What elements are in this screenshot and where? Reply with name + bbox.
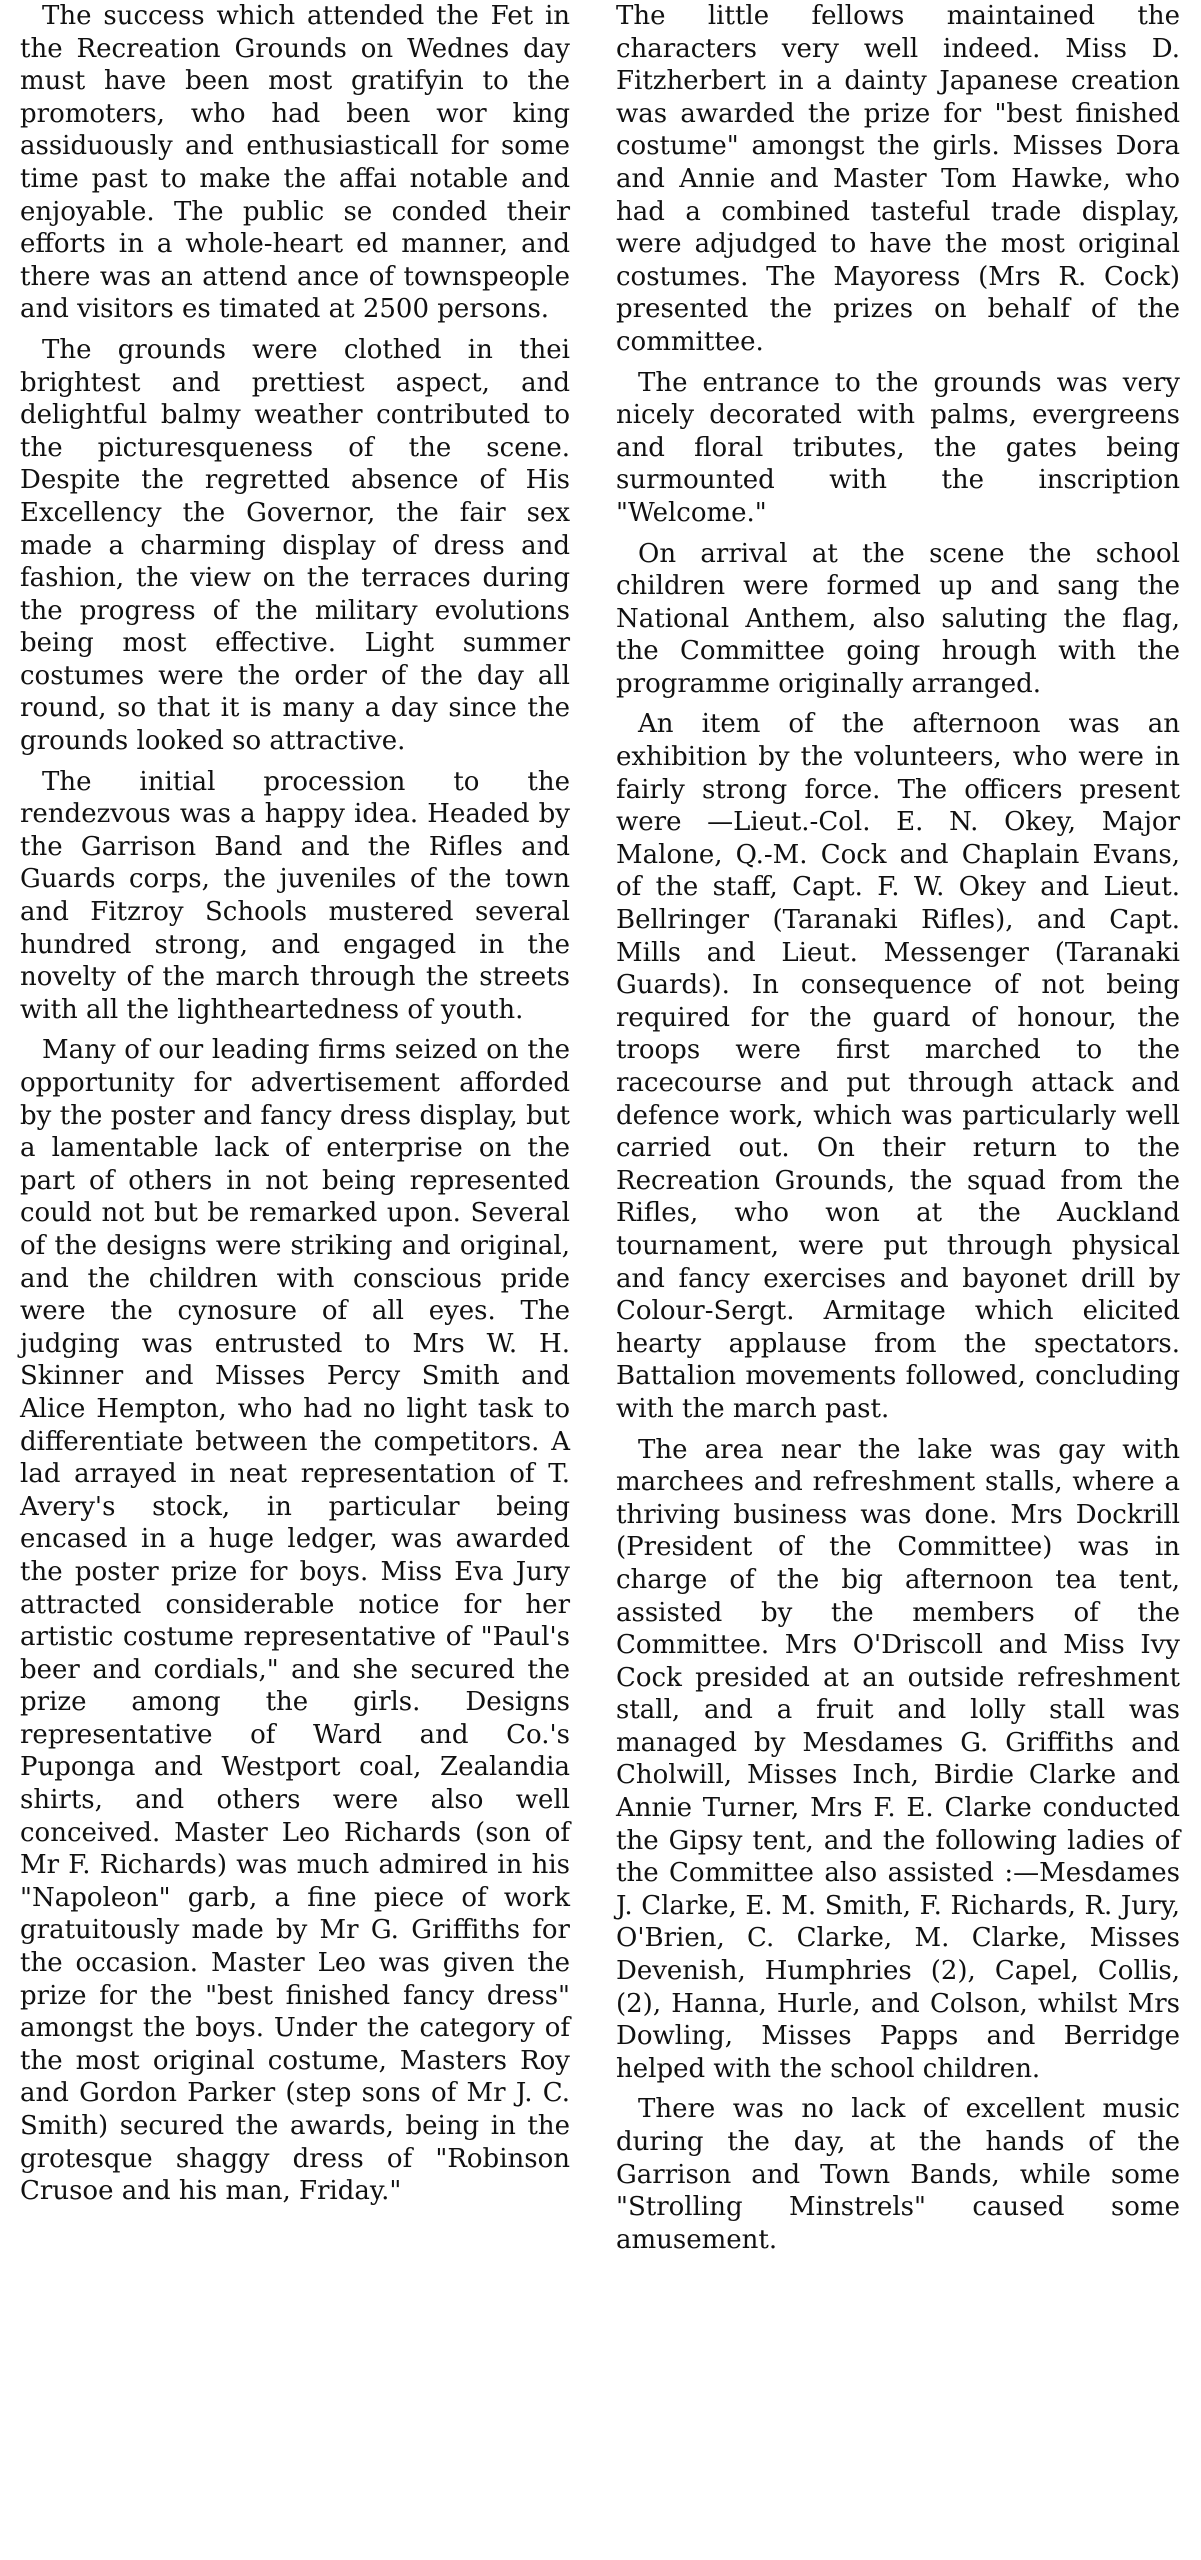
article-paragraph: The little fellows maintained the characters very well indeed. Miss D. Fitzherbert in a dainty Japanese creation was awarded the prize for "best finished costume" amongst the girls. Misses Dora and Annie and Master Tom Hawke, who had a combined tasteful trade display, were adjudged to have the most original costumes. The Mayoress (Mrs R. Cock) presented the prizes on behalf of the committee. [616,1,1180,357]
article-column-left [14,0,580,2216]
article-paragraph: Many of our leading firms seized on the opportunity for advertisement afforded by the poster and fancy dress display, but a lamentable lack of enterprise on the part of others in not being represented could not but be remarked upon. Several of the designs were striking and original, and the children with conscious pride were the cynosure of all eyes. The judging was entrusted to Mrs W. H. Skinner and Misses Percy Smith and Alice Hempton, who had no light task to differentiate between the competitors. A lad arrayed in neat representation of T. Avery's stock, in particular being encased in a huge ledger, was awarded the poster prize for boys. Miss Eva Jury attracted considerable notice for her artistic costume representative of "Paul's beer and cordials," and she secured the prize among the girls. Designs representative of Ward and Co.'s Puponga and Westport coal, Zealandia shirts, and others were also well conceived. Master Leo Richards (son of Mr F. Richards) was much admired in his "Napoleon" garb, a fine piece of work gratuitously made by Mr G. Griffiths for the occasion. Master Leo was given the prize for the "best finished fancy dress" amongst the boys. Under the category of the most original costume, Masters Roy and Gordon Parker (step sons of Mr J. C. Smith) secured the awards, being in the grotesque shaggy dress of "Robinson Crusoe and his man, Friday." [20,1035,570,2207]
article-paragraph: The initial procession to the rendezvous was a happy idea. Headed by the Garrison Band and the Rifles and Guards corps, the juveniles of the town and Fitzroy Schools mustered several hundred strong, and engaged in the novelty of the march through the streets with all the lightheartedness of youth. [20,766,570,1025]
article-paragraph: There was no lack of excellent music during the day, at the hands of the Garrison and Town Bands, while some "Strolling Minstrels" caused some amusement. [616,2094,1180,2255]
article-paragraph: An item of the afternoon was an exhibition by the volunteers, who were in fairly strong force. The officers present were —Lieut.-Col. E. N. Okey, Major Malone, Q.-M. Cock and Chaplain Evans, of the staff, Capt. F. W. Okey and Lieut. Bellringer (Taranaki Rifles), and Capt. Mills and Lieut. Messenger (Taranaki Guards). In consequence of not being required for the guard of honour, the troops were first marched to the racecourse and put through attack and defence work, which was particularly well carried out. On their return to the Recreation Grounds, the squad from the Rifles, who won at the Auckland tournament, were put through physical and fancy exercises and bayonet drill by Colour-Sergt. Armitage which elicited hearty applause from the spectators. Battalion movements followed, concluding with the march past. [616,709,1180,1424]
article-paragraph: The area near the lake was gay with marchees and refreshment stalls, where a thriving business was done. Mrs Dockrill (President of the Committee) was in charge of the big afternoon tea tent, assisted by the members of the Committee. Mrs O'Driscoll and Miss Ivy Cock presided at an outside refreshment stall, and a fruit and lolly stall was managed by Mesdames G. Griffiths and Cholwill, Misses Inch, Birdie Clarke and Annie Turner, Mrs F. E. Clarke conducted the Gipsy tent, and the following ladies of the Committee also assisted :—Mesdames J. Clarke, E. M. Smith, F. Richards, R. Jury, O'Brien, C. Clarke, M. Clarke, Misses Devenish, Humphries (2), Capel, Collis, (2), Hanna, Hurle, and Colson, whilst Mrs Dowling, Misses Papps and Berridge helped with the school children. [616,1434,1180,2084]
article-column-right [612,0,1186,2264]
article-paragraph: On arrival at the scene the school children were formed up and sang the National Anthem, also saluting the flag, the Committee going hrough with the programme originally arranged. [616,538,1180,699]
article-paragraph: The entrance to the grounds was very nicely decorated with palms, evergreens and floral tributes, the gates being surmounted with the inscription "Welcome." [616,367,1180,528]
article-paragraph: The grounds were clothed in thei brightest and prettiest aspect, and delightful balmy weather contributed to the picturesqueness of the scene. Despite the regretted absence of His Excellency the Governor, the fair sex made a charming display of dress and fashion, the view on the terraces during the progress of the military evolutions being most effective. Light summer costumes were the order of the day all round, so that it is many a day since the grounds looked so attractive. [20,334,570,757]
article-paragraph: The success which attended the Fet in the Recreation Grounds on Wednes day must have been most gratifyin to the promoters, who had been wor king assiduously and enthusiasticall for some time past to make the affai notable and enjoyable. The public se conded their efforts in a whole-heart ed manner, and there was an attend ance of townspeople and visitors es timated at 2500 persons. [20,1,570,325]
